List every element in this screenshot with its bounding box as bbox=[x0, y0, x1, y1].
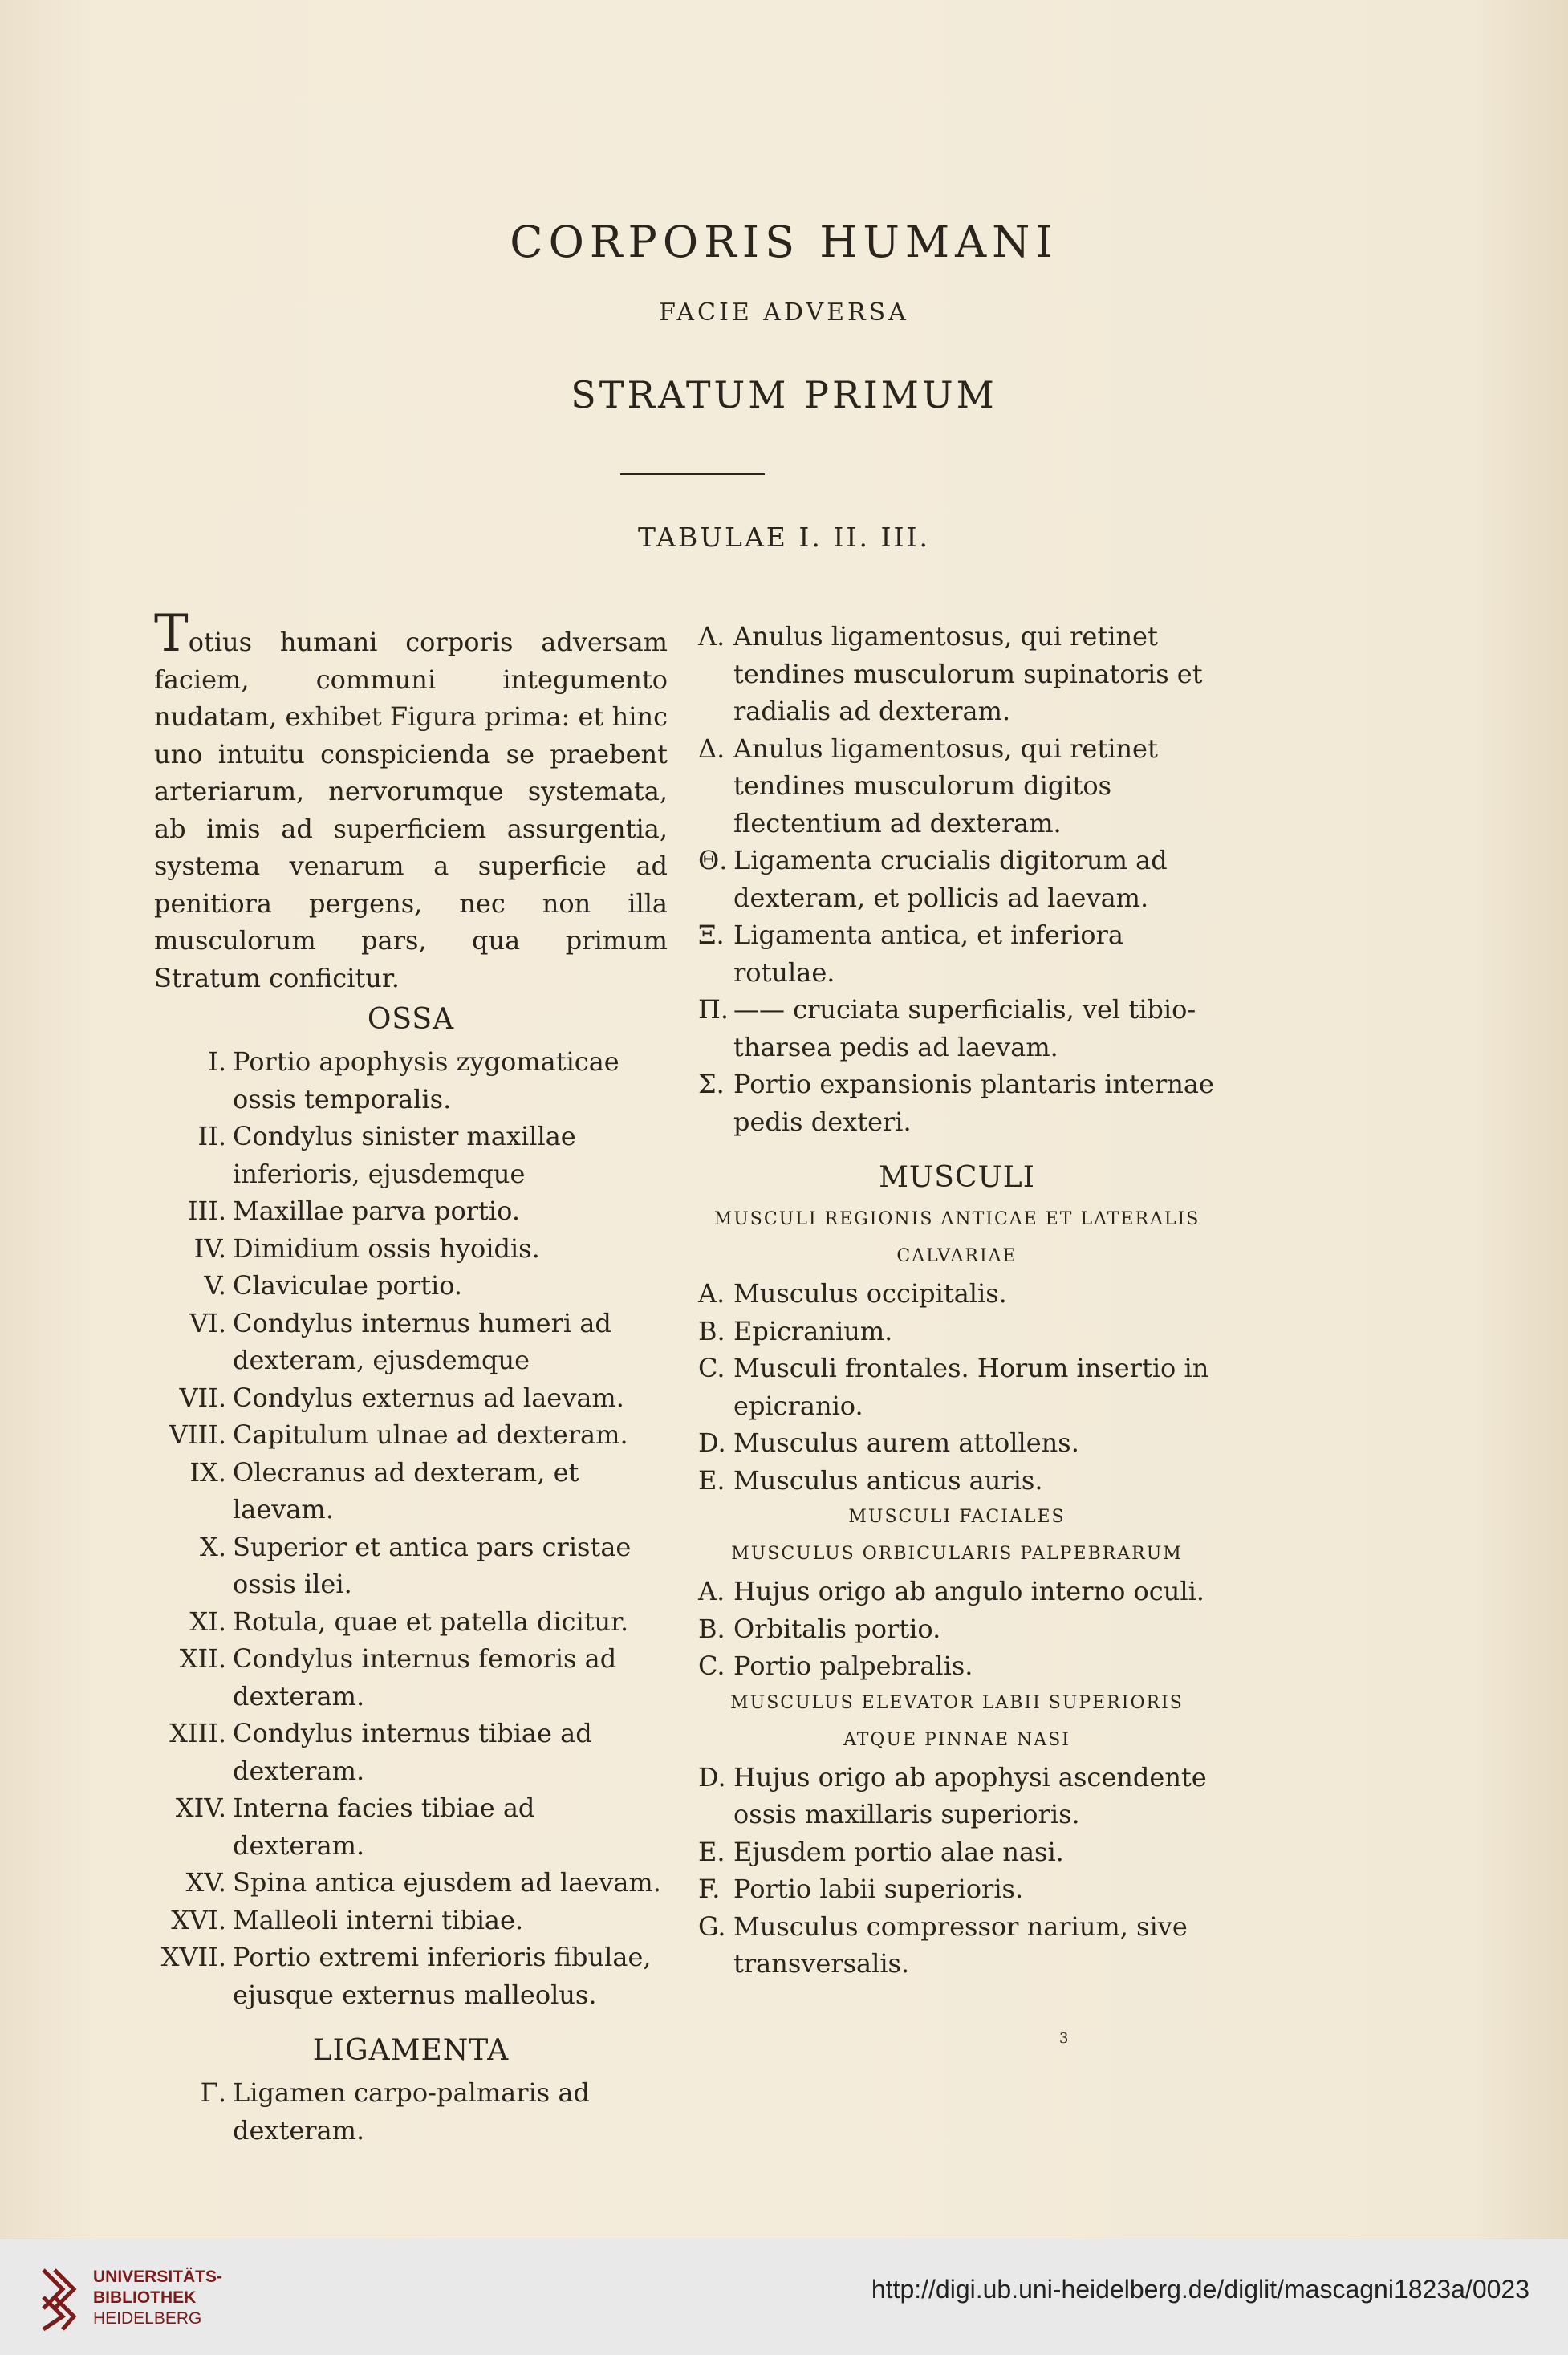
item-text: Ligamen carpo-palmaris ad dexteram. bbox=[233, 2077, 590, 2146]
list-item bbox=[154, 1603, 668, 1641]
item-text: Hujus origo ab apophysi ascendente ossis maxillaris superioris. bbox=[733, 1761, 1207, 1829]
item-label: Δ. bbox=[698, 733, 725, 764]
item-text: Hujus origo ab angulo interno oculi. bbox=[733, 1576, 1204, 1606]
item-text: Dimidium ossis hyoidis. bbox=[233, 1232, 540, 1264]
list-item bbox=[698, 1424, 1216, 1462]
ligamenta-left-list bbox=[154, 2074, 668, 2149]
item-text: Malleoli interni tibiae. bbox=[233, 1904, 524, 1935]
section-heading: MUSCULUS ORBICULARIS PALPEBRARUM bbox=[731, 1544, 1183, 1564]
list-item bbox=[698, 618, 1216, 730]
ligamenta-heading: LIGAMENTA bbox=[312, 2034, 510, 2067]
item-label: I. bbox=[208, 1046, 226, 1077]
item-label: VII. bbox=[179, 1382, 226, 1413]
list-item bbox=[154, 1043, 668, 1118]
tabulae-heading: TABULAE I. II. III. bbox=[637, 522, 931, 553]
item-label: Ξ. bbox=[698, 920, 725, 950]
signature-mark: 3 bbox=[1059, 2030, 1069, 2047]
item-text: Condylus internus femoris ad dexteram. bbox=[233, 1643, 617, 1711]
library-logo-text: UNIVERSITÄTS- BIBLIOTHEK HEIDELBERG bbox=[93, 2268, 223, 2328]
list-item bbox=[698, 1275, 1216, 1313]
section-heading: MUSCULI REGIONIS ANTICAE ET LATERALIS bbox=[713, 1209, 1200, 1229]
source-url-link[interactable]: http://digi.ub.uni-heidelberg.de/diglit/mascagni1823a/0023 bbox=[871, 2275, 1529, 2304]
list-item bbox=[154, 1305, 668, 1379]
list-item bbox=[698, 1066, 1216, 1140]
item-label: Θ. bbox=[698, 845, 728, 875]
item-text: Superior et antica pars cristae ossis ilei. bbox=[233, 1531, 632, 1599]
item-label: II. bbox=[197, 1121, 226, 1151]
list-item bbox=[698, 1350, 1216, 1424]
item-text: Spina antica ejusdem ad laevam. bbox=[233, 1867, 661, 1898]
list-item bbox=[154, 1267, 668, 1305]
list-item bbox=[154, 2074, 668, 2149]
item-text: Interna facies tibiae ad dexteram. bbox=[233, 1793, 535, 1861]
item-text: Maxillae parva portio. bbox=[233, 1196, 520, 1226]
item-label: XV. bbox=[185, 1867, 226, 1898]
item-text: Anulus ligamentosus, qui retinet tendines musculorum supinatoris et radialis ad dexteram. bbox=[733, 621, 1203, 726]
item-label: XIV. bbox=[175, 1793, 226, 1823]
item-text: Condylus internus tibiae ad dexteram. bbox=[233, 1718, 592, 1786]
section-heading: CALVARIAE bbox=[896, 1246, 1018, 1266]
item-label: Π. bbox=[698, 994, 729, 1025]
item-text: Olecranus ad dexteram, et laevam. bbox=[233, 1456, 579, 1525]
item-label: XVI. bbox=[171, 1904, 226, 1935]
item-text: —— cruciata superficialis, vel tibio-tharsea pedis ad laevam. bbox=[733, 994, 1196, 1062]
item-text: Anulus ligamentosus, qui retinet tendines musculorum digitos flectentium ad dexteram. bbox=[733, 733, 1158, 838]
item-label: IX. bbox=[189, 1456, 226, 1488]
list-item bbox=[154, 1379, 668, 1417]
title-rule bbox=[620, 473, 765, 475]
item-text: Portio expansionis plantaris internae pedis dexteri. bbox=[733, 1069, 1214, 1137]
item-text: Portio labii superioris. bbox=[733, 1874, 1024, 1904]
intro-text: otius humani corporis adversam faciem, communi integumento nudatam, exhibet Figura prima: et hinc uno intuitu conspicienda se praebent arteriarum, nervorumque systemata, ab imis ad superficiem assurgentia, systema venarum a superficie ad penitiora pergens, nec non illa musculorum pars, qua primum Stratum conficitur. bbox=[154, 627, 668, 993]
item-text: Rotula, quae et patella dicitur. bbox=[233, 1606, 629, 1637]
item-label: D. bbox=[698, 1761, 726, 1793]
list-item bbox=[154, 1118, 668, 1192]
item-text: Portio palpebralis. bbox=[733, 1651, 973, 1681]
library-logo-icon bbox=[39, 2262, 87, 2333]
section-heading: MUSCULI FACIALES bbox=[848, 1507, 1066, 1527]
list-item bbox=[154, 1454, 668, 1529]
item-label: XI. bbox=[189, 1606, 226, 1637]
item-text: Ejusdem portio alae nasi. bbox=[733, 1836, 1064, 1867]
item-text: Capitulum ulnae ad dexteram. bbox=[233, 1419, 628, 1450]
list-item bbox=[698, 1908, 1216, 1983]
item-text: Ligamenta crucialis digitorum ad dexteram, et pollicis ad laevam. bbox=[733, 845, 1168, 913]
drop-cap: T bbox=[154, 604, 189, 664]
item-text: Musculus aurem attollens. bbox=[733, 1427, 1079, 1458]
list-item bbox=[154, 1715, 668, 1789]
section-heading: ATQUE PINNAE NASI bbox=[843, 1729, 1070, 1750]
item-text: Orbitalis portio. bbox=[733, 1613, 941, 1644]
list-item bbox=[154, 1939, 668, 2013]
item-text: Musculi frontales. Horum insertio in epicranio. bbox=[733, 1353, 1209, 1421]
ligamenta-right-list bbox=[698, 618, 1216, 1140]
item-text: Portio apophysis zygomaticae ossis temporalis. bbox=[233, 1046, 619, 1115]
right-column bbox=[698, 618, 1216, 1983]
list-item bbox=[154, 1864, 668, 1902]
item-label: XIII. bbox=[169, 1718, 226, 1748]
list-item bbox=[698, 1833, 1216, 1871]
item-label: B. bbox=[698, 1613, 725, 1644]
item-label: V. bbox=[204, 1270, 226, 1301]
item-label: B. bbox=[698, 1315, 725, 1346]
item-label: C. bbox=[698, 1353, 725, 1383]
item-label: Γ. bbox=[200, 2077, 226, 2108]
list-item bbox=[698, 842, 1216, 916]
elevator-list bbox=[698, 1759, 1216, 1983]
item-label: VI. bbox=[189, 1307, 226, 1338]
item-label: E. bbox=[698, 1836, 725, 1867]
item-text: Musculus anticus auris. bbox=[733, 1464, 1043, 1496]
item-text: Musculus compressor narium, sive transversalis. bbox=[733, 1910, 1188, 1979]
item-label: F. bbox=[698, 1874, 721, 1904]
musculi-heading: MUSCULI bbox=[879, 1161, 1035, 1194]
item-text: Condylus sinister maxillae inferioris, ejusdemque bbox=[233, 1121, 576, 1189]
page-title: CORPORIS HUMANI bbox=[510, 217, 1058, 267]
list-item bbox=[154, 1192, 668, 1230]
list-item bbox=[698, 1759, 1216, 1833]
list-item bbox=[154, 1640, 668, 1715]
calvaria-muscles-list bbox=[698, 1275, 1216, 1499]
subtitle: FACIE ADVERSA bbox=[659, 298, 909, 327]
ossa-list bbox=[154, 1043, 668, 2013]
item-label: VIII. bbox=[169, 1419, 226, 1450]
item-text: Claviculae portio. bbox=[233, 1270, 463, 1301]
list-item bbox=[154, 1529, 668, 1603]
item-label: E. bbox=[698, 1464, 725, 1496]
item-label: Σ. bbox=[698, 1069, 725, 1099]
left-column bbox=[154, 604, 668, 2149]
item-label: A. bbox=[698, 1278, 725, 1309]
item-label: G. bbox=[698, 1910, 726, 1942]
section-heading: MUSCULUS ELEVATOR LABII SUPERIORIS bbox=[730, 1692, 1184, 1713]
list-item bbox=[154, 1230, 668, 1268]
item-text: Epicranium. bbox=[733, 1315, 893, 1346]
list-item bbox=[698, 991, 1216, 1066]
item-label: C. bbox=[698, 1651, 725, 1681]
stratum-title: STRATUM PRIMUM bbox=[571, 373, 997, 416]
list-item bbox=[698, 1647, 1216, 1685]
list-item bbox=[154, 1902, 668, 1939]
list-item bbox=[698, 1573, 1216, 1610]
intro-paragraph bbox=[154, 604, 668, 997]
item-label: XVII. bbox=[160, 1942, 226, 1972]
item-text: Musculus occipitalis. bbox=[733, 1278, 1007, 1309]
item-label: A. bbox=[698, 1576, 725, 1606]
item-label: XII. bbox=[179, 1643, 226, 1674]
list-item bbox=[698, 1313, 1216, 1350]
list-item bbox=[154, 1789, 668, 1864]
item-label: IV. bbox=[193, 1232, 226, 1264]
item-text: Portio extremi inferioris fibulae, ejusque externus malleolus. bbox=[233, 1942, 652, 2010]
list-item bbox=[698, 1462, 1216, 1500]
item-label: Λ. bbox=[698, 621, 725, 652]
list-item bbox=[698, 1870, 1216, 1908]
item-text: Ligamenta antica, et inferiora rotulae. bbox=[733, 920, 1123, 988]
item-label: III. bbox=[187, 1196, 226, 1226]
list-item bbox=[698, 730, 1216, 843]
list-item bbox=[698, 1610, 1216, 1648]
list-item bbox=[698, 916, 1216, 991]
item-text: Condylus externus ad laevam. bbox=[233, 1382, 624, 1413]
ossa-heading: OSSA bbox=[367, 1003, 455, 1036]
item-label: D. bbox=[698, 1427, 726, 1458]
item-text: Condylus internus humeri ad dexteram, ejusdemque bbox=[233, 1307, 611, 1375]
list-item bbox=[154, 1416, 668, 1454]
orbicularis-list bbox=[698, 1573, 1216, 1685]
library-footer bbox=[0, 2239, 1568, 2355]
item-label: X. bbox=[200, 1531, 226, 1562]
